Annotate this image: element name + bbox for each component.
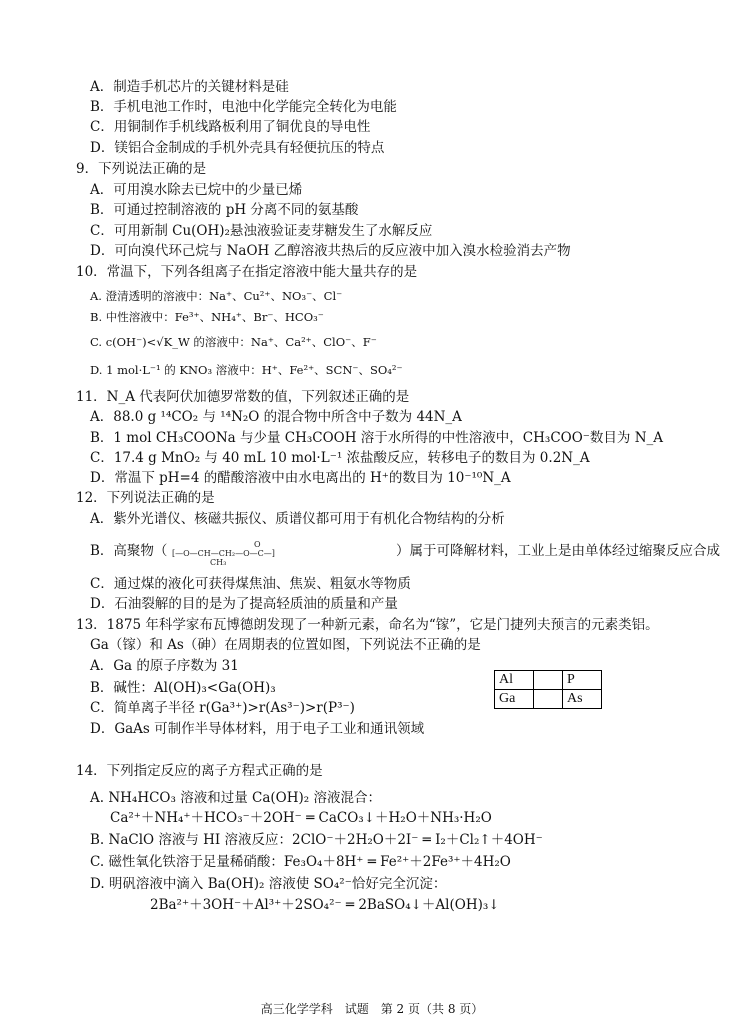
cell-ga: Ga <box>495 690 534 709</box>
q14-option-c: C. 磁性氧化铁溶于足量稀硝酸：Fe₃O₄＋8H⁺ ═ Fe²⁺＋2Fe³⁺＋4H₂O <box>90 854 511 870</box>
cell-al: Al <box>495 671 534 690</box>
q10-option-d: D. 1 mol·L⁻¹ 的 KNO₃ 溶液中：H⁺、Fe²⁺、SCN⁻、SO₄²⁻ <box>90 363 403 377</box>
q13-option-b: B．碱性：Al(OH)₃<Ga(OH)₃ <box>90 680 276 696</box>
q10-option-c: C. c(OH⁻)<√K_W 的溶液中：Na⁺、Ca²⁺、ClO⁻、F⁻ <box>90 335 377 349</box>
q13-option-d: D．GaAs 可制作半导体材料，用于电子工业和通讯领域 <box>90 721 425 737</box>
q11-option-b: B．1 mol CH₃COONa 与少量 CH₃COOH 溶于水所得的中性溶液中，CH₃COO⁻数目为 N_A <box>90 430 664 446</box>
q9-option-c: C．可用新制 Cu(OH)₂悬浊液验证麦芽糖发生了水解反应 <box>90 223 433 239</box>
polymer-line-3: CH₃ <box>210 558 227 567</box>
polymer-line-2: [—O—CH—CH₂—O—C—] <box>172 549 275 558</box>
q9-option-b: B．可通过控制溶液的 pH 分离不同的氨基酸 <box>90 202 359 218</box>
q14-option-d-equation: 2Ba²⁺＋3OH⁻＋Al³⁺＋2SO₄²⁻ ═ 2BaSO₄↓＋Al(OH)₃↓ <box>150 897 500 913</box>
polymer-line-1: O <box>254 540 261 549</box>
q12-option-a: A．紫外光谱仪、核磁共振仪、质谱仪都可用于有机化合物结构的分析 <box>90 511 505 527</box>
q9-option-d: D．可向溴代环己烷与 NaOH 乙醇溶液共热后的反应液中加入溴水检验消去产物 <box>90 243 571 259</box>
q8-option-c: C．用铜制作手机线路板利用了铜优良的导电性 <box>90 119 371 135</box>
q13-option-c: C．简单离子半径 r(Ga³⁺)>r(As³⁻)>r(P³⁻) <box>90 700 355 716</box>
q8-option-a: A．制造手机芯片的关键材料是硅 <box>90 79 289 95</box>
q9-title: 9．下列说法正确的是 <box>76 161 207 177</box>
q12-option-b-suffix: ）属于可降解材料，工业上是由单体经过缩聚反应合成 <box>396 543 720 559</box>
periodic-table-fragment <box>494 670 602 709</box>
q11-option-a: A．88.0 g ¹⁴CO₂ 与 ¹⁴N₂O 的混合物中所含中子数为 44N_A <box>90 409 462 425</box>
q11-title: 11．N_A 代表阿伏加德罗常数的值，下列叙述正确的是 <box>76 389 410 405</box>
cell-empty-1 <box>534 671 563 690</box>
q12-option-c: C．通过煤的液化可获得煤焦油、焦炭、粗氨水等物质 <box>90 576 411 592</box>
q12-option-d: D．石油裂解的目的是为了提高轻质油的质量和产量 <box>90 596 398 612</box>
q10-option-a: A. 澄清透明的溶液中：Na⁺、Cu²⁺、NO₃⁻、Cl⁻ <box>90 289 343 303</box>
q10-title: 10．常温下，下列各组离子在指定溶液中能大量共存的是 <box>76 264 418 280</box>
q14-option-a-equation: Ca²⁺＋NH₄⁺＋HCO₃⁻＋2OH⁻ ═ CaCO₃↓＋H₂O＋NH₃·H₂O <box>110 810 492 826</box>
q14-option-b: B. NaClO 溶液与 HI 溶液反应：2ClO⁻＋2H₂O＋2I⁻ ═ I₂＋Cl₂↑＋4OH⁻ <box>90 832 543 848</box>
q13-subtitle: Ga（镓）和 As（砷）在周期表的位置如图，下列说法不正确的是 <box>90 637 481 653</box>
q12-title: 12．下列说法正确的是 <box>76 490 215 506</box>
page-footer: 高三化学学科 试题 第 2 页（共 8 页） <box>260 1002 484 1016</box>
cell-as: As <box>563 690 602 709</box>
q8-option-b: B．手机电池工作时，电池中化学能完全转化为电能 <box>90 99 397 115</box>
q13-option-a: A．Ga 的原子序数为 31 <box>90 658 239 674</box>
q14-option-d: D. 明矾溶液中滴入 Ba(OH)₂ 溶液使 SO₄²⁻恰好完全沉淀： <box>90 876 447 892</box>
q11-option-d: D．常温下 pH=4 的醋酸溶液中由水电离出的 H⁺的数目为 10⁻¹⁰N_A <box>90 470 511 486</box>
cell-empty-2 <box>534 690 563 709</box>
cell-p: P <box>563 671 602 690</box>
q12-option-b-prefix: B．高聚物（ <box>90 543 168 559</box>
q9-option-a: A．可用溴水除去已烷中的少量已烯 <box>90 182 303 198</box>
q13-title: 13．1875 年科学家布瓦博德朗发现了一种新元素，命名为“镓”，它是门捷列夫预言的元素类铝。 <box>76 617 659 633</box>
polymer-structure <box>172 540 275 567</box>
q11-option-c: C．17.4 g MnO₂ 与 40 mL 10 mol·L⁻¹ 浓盐酸反应，转移电子的数目为 0.2N_A <box>90 450 590 466</box>
q14-option-a: A. NH₄HCO₃ 溶液和过量 Ca(OH)₂ 溶液混合： <box>90 790 381 806</box>
q8-option-d: D．镁铝合金制成的手机外壳具有轻便抗压的特点 <box>90 140 385 156</box>
q14-title: 14．下列指定反应的离子方程式正确的是 <box>76 763 323 779</box>
q10-option-b: B. 中性溶液中：Fe³⁺、NH₄⁺、Br⁻、HCO₃⁻ <box>90 310 324 324</box>
